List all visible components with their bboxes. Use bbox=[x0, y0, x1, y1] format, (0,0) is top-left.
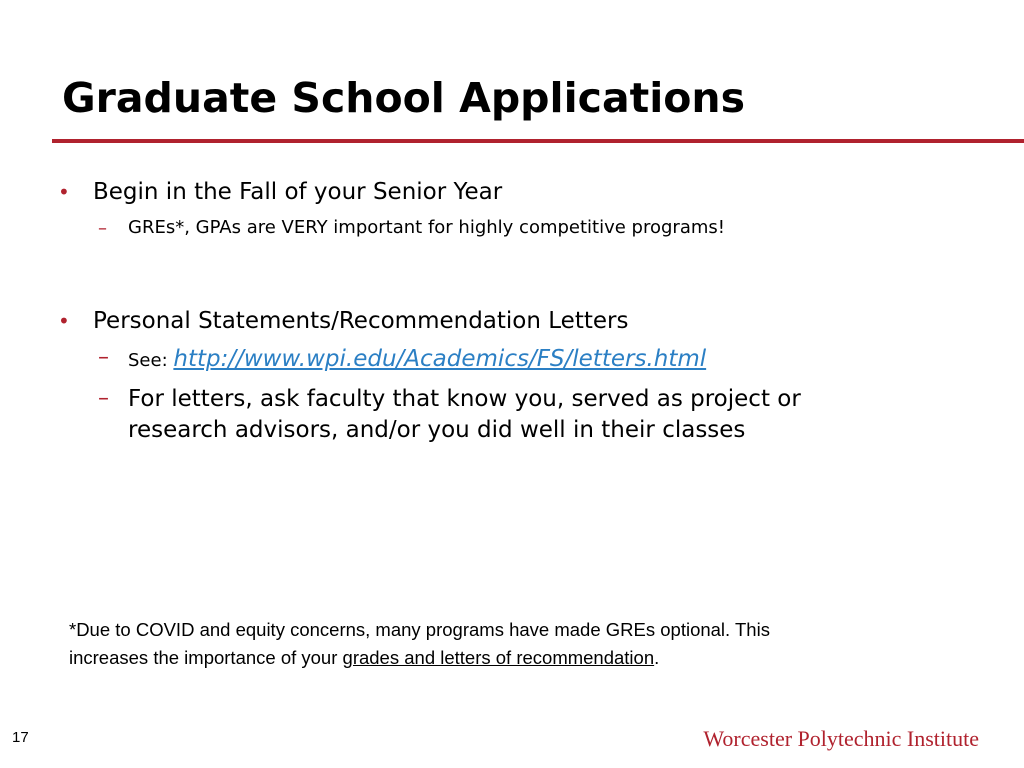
footnote-line-2 bbox=[69, 644, 969, 672]
bullet-2-sub-2-line-1: For letters, ask faculty that know you, served as project or bbox=[128, 386, 801, 412]
bullet-dot-icon: • bbox=[58, 309, 70, 333]
page-number: 17 bbox=[12, 729, 29, 746]
footnote bbox=[69, 616, 969, 672]
footnote-emphasis: grades and letters of recommendation bbox=[342, 647, 655, 668]
slide-title: Graduate School Applications bbox=[62, 74, 746, 122]
bullet-1: Begin in the Fall of your Senior Year bbox=[93, 179, 503, 205]
letters-link[interactable]: http://www.wpi.edu/Academics/FS/letters.html bbox=[173, 346, 707, 372]
footnote-line-1: *Due to COVID and equity concerns, many programs have made GREs optional. This bbox=[69, 619, 770, 640]
bullet-2-sub-2-line-2: research advisors, and/or you did well in their classes bbox=[128, 417, 746, 443]
bullet-2-sub-1 bbox=[128, 346, 706, 374]
dash-icon: – bbox=[98, 386, 109, 411]
dash-icon: – bbox=[98, 218, 107, 239]
bullet-1-sub-1: GREs*, GPAs are VERY important for highly competitive programs! bbox=[128, 217, 725, 238]
footnote-line-2-suffix: . bbox=[654, 647, 660, 668]
dash-icon: – bbox=[98, 345, 109, 370]
see-prefix: See: bbox=[128, 350, 174, 371]
institution-brand: Worcester Polytechnic Institute bbox=[703, 726, 979, 751]
bullet-dot-icon: • bbox=[58, 180, 70, 204]
title-divider bbox=[52, 139, 1024, 143]
bullet-2: Personal Statements/Recommendation Letters bbox=[93, 308, 629, 334]
footnote-line-2-prefix: increases the importance of your bbox=[69, 647, 343, 668]
